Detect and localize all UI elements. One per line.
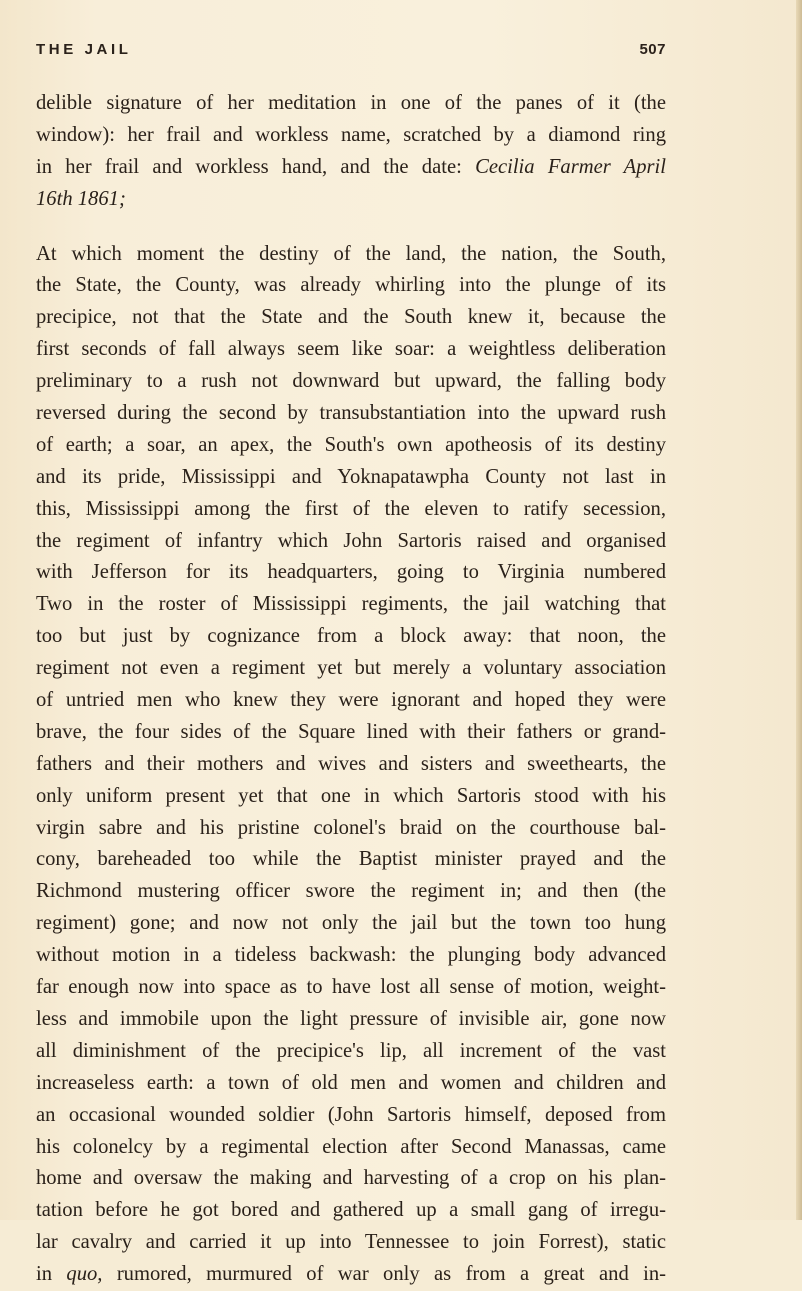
text-line: Two in the roster of Mississippi regiments, the jail watching that (36, 593, 666, 616)
text-line: an occasional wounded soldier (John Sartoris himself, deposed from (36, 1103, 666, 1126)
paragraph-2 (36, 239, 666, 1260)
text-line: lar cavalry and carried it up into Tennessee to join Forrest), static (36, 1231, 666, 1254)
text-span: in her frail and workless hand, and the date: (36, 155, 476, 178)
text-line: brave, the four sides of the Square lined with their fathers or grand- (36, 720, 666, 743)
text-line: regiment) gone; and now not only the jail but the town too hung (36, 912, 666, 935)
text-line: Richmond mustering officer swore the regiment in; and then (the (36, 880, 666, 903)
page-number: 507 (639, 41, 666, 58)
text-line (36, 1259, 666, 1291)
italic-text: 16th 1861; (36, 187, 126, 210)
text-line: without motion in a tideless backwash: the plunging body advanced (36, 944, 666, 967)
text-line: first seconds of fall always seem like soar: a weightless deliberation (36, 338, 666, 361)
text-line: At which moment the destiny of the land, the nation, the South, (36, 242, 666, 265)
body-text (36, 88, 666, 1291)
text-line: with Jefferson for its headquarters, going to Virginia numbered (36, 561, 666, 584)
paragraph-1 (36, 88, 666, 216)
text-line: this, Mississippi among the first of the eleven to ratify secession, (36, 497, 666, 520)
text-line: cony, bareheaded too while the Baptist minister prayed and the (36, 848, 666, 871)
text-line: home and oversaw the making and harvesting of a crop on his plan- (36, 1167, 666, 1190)
text-line: far enough now into space as to have lost all sense of motion, weight- (36, 976, 666, 999)
text-line: and its pride, Mississippi and Yoknapatawpha County not last in (36, 465, 666, 488)
text-line: fathers and their mothers and wives and sisters and sweethearts, the (36, 752, 666, 775)
text-line: delible signature of her meditation in one of the panes of it (the (36, 92, 666, 114)
text-line: reversed during the second by transubstantiation into the upward rush (36, 402, 666, 425)
page-edge (796, 0, 802, 1220)
text-line: regiment not even a regiment yet but merely a voluntary association (36, 657, 666, 680)
paragraph-break (36, 216, 666, 239)
italic-text: quo, (66, 1263, 103, 1286)
text-line: increaseless earth: a town of old men and women and children and (36, 1071, 666, 1094)
text-span: rumored, murmured of war only as from a great and in- (102, 1263, 667, 1286)
text-line: preliminary to a rush not downward but upward, the falling body (36, 370, 666, 393)
text-line: his colonelcy by a regimental election after Second Manassas, came (36, 1135, 666, 1158)
text-line (36, 152, 666, 184)
text-line: the regiment of infantry which John Sartoris raised and organised (36, 529, 666, 552)
text-line: precipice, not that the State and the South knew it, because the (36, 306, 666, 329)
text-line: window): her frail and workless name, scratched by a diamond ring (36, 123, 666, 146)
text-line: of untried men who knew they were ignorant and hoped they were (36, 689, 666, 712)
text-line (36, 184, 666, 216)
text-line: less and immobile upon the light pressure of invisible air, gone now (36, 1007, 666, 1030)
text-line: the State, the County, was already whirling into the plunge of its (36, 274, 666, 297)
running-head: THE JAIL (36, 41, 132, 58)
text-line: tation before he got bored and gathered up a small gang of irregu- (36, 1199, 666, 1222)
text-line: only uniform present yet that one in which Sartoris stood with his (36, 784, 666, 807)
text-line: too but just by cognizance from a block away: that noon, the (36, 625, 666, 648)
italic-text: Cecilia Farmer April (475, 155, 666, 178)
page-header (36, 41, 666, 61)
text-span: in (36, 1263, 67, 1286)
text-line: all diminishment of the precipice's lip, all increment of the vast (36, 1039, 666, 1062)
text-line: of earth; a soar, an apex, the South's own apotheosis of its destiny (36, 433, 666, 456)
text-line: virgin sabre and his pristine colonel's braid on the courthouse bal- (36, 816, 666, 839)
